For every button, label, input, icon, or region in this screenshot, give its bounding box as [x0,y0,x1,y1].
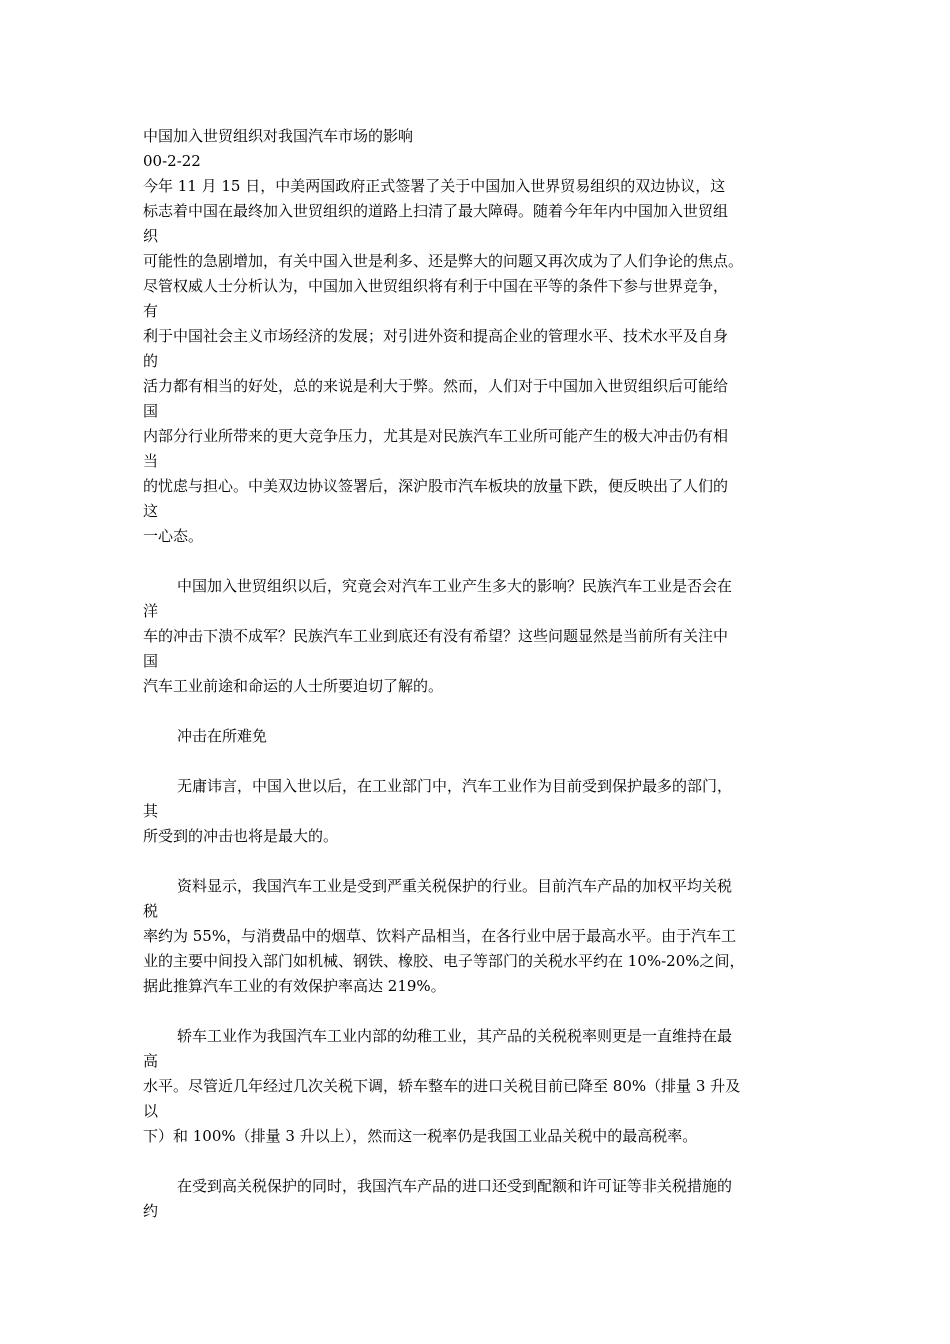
text-line: 内部分行业所带来的更大竞争压力，尤其是对民族汽车工业所可能产生的极大冲击仍有相 [143,427,729,445]
document-date: 00-2-22 [143,152,201,170]
section-heading: 冲击在所难免 [177,727,268,745]
text-line: 当 [143,452,159,470]
text-line: 国 [143,652,159,670]
text-line: 以 [143,1102,159,1120]
paragraph-start: 资料显示，我国汽车工业是受到严重关税保护的行业。目前汽车产品的加权平均关税 [177,877,733,895]
text-line: 的 [143,352,159,370]
document-title: 中国加入世贸组织对我国汽车市场的影响 [143,127,414,145]
text-line: 税 [143,902,159,920]
text-line: 尽管权威人士分析认为，中国加入世贸组织将有利于中国在平等的条件下参与世界竞争， [143,277,729,295]
paragraph-start: 在受到高关税保护的同时，我国汽车产品的进口还受到配额和许可证等非关税措施的 [177,1177,733,1195]
text-line: 业的主要中间投入部门如机械、钢铁、橡胶、电子等部门的关税水平约在 10%-20%之间， [143,952,745,970]
text-line: 汽车工业前途和命运的人士所要迫切了解的。 [143,677,444,695]
text-line: 率约为 55%，与消费品中的烟草、饮料产品相当，在各行业中居于最高水平。由于汽车工 [143,927,737,945]
text-line: 今年 11 月 15 日，中美两国政府正式签署了关于中国加入世界贸易组织的双边协议，这 [143,177,726,195]
text-line: 织 [143,227,159,245]
paragraph-start: 无庸讳言，中国入世以后，在工业部门中，汽车工业作为目前受到保护最多的部门， [177,777,733,795]
text-line: 可能性的急剧增加，有关中国入世是利多、还是弊大的问题又再次成为了人们争论的焦点。 [143,252,744,270]
text-line: 有 [143,302,159,320]
text-line: 国 [143,402,159,420]
paragraph-start: 中国加入世贸组织以后，究竟会对汽车工业产生多大的影响？民族汽车工业是否会在 [177,577,733,595]
text-line: 这 [143,502,159,520]
text-line: 洋 [143,602,159,620]
text-line: 其 [143,802,159,820]
paragraph-start: 轿车工业作为我国汽车工业内部的幼稚工业，其产品的关税税率则更是一直维持在最 [177,1027,733,1045]
text-line: 约 [143,1202,159,1220]
text-line: 一心态。 [143,527,204,545]
text-line: 据此推算汽车工业的有效保护率高达 219%。 [143,977,446,995]
text-line: 车的冲击下溃不成军？民族汽车工业到底还有没有希望？这些问题显然是当前所有关注中 [143,627,729,645]
text-line: 标志着中国在最终加入世贸组织的道路上扫清了最大障碍。随着今年年内中国加入世贸组 [143,202,729,220]
text-line: 利于中国社会主义市场经济的发展；对引进外资和提高企业的管理水平、技术水平及自身 [143,327,729,345]
text-line: 的忧虑与担心。中美双边协议签署后，深沪股市汽车板块的放量下跌，便反映出了人们的 [143,477,729,495]
text-line: 高 [143,1052,159,1070]
text-line: 所受到的冲击也将是最大的。 [143,827,339,845]
text-line: 水平。尽管近几年经过几次关税下调，轿车整车的进口关税目前已降至 80%（排量 3 升及 [143,1077,741,1095]
text-line: 活力都有相当的好处，总的来说是利大于弊。然而，人们对于中国加入世贸组织后可能给 [143,377,729,395]
text-line: 下）和 100%（排量 3 升以上），然而这一税率仍是我国工业品关税中的最高税率。 [143,1127,698,1145]
